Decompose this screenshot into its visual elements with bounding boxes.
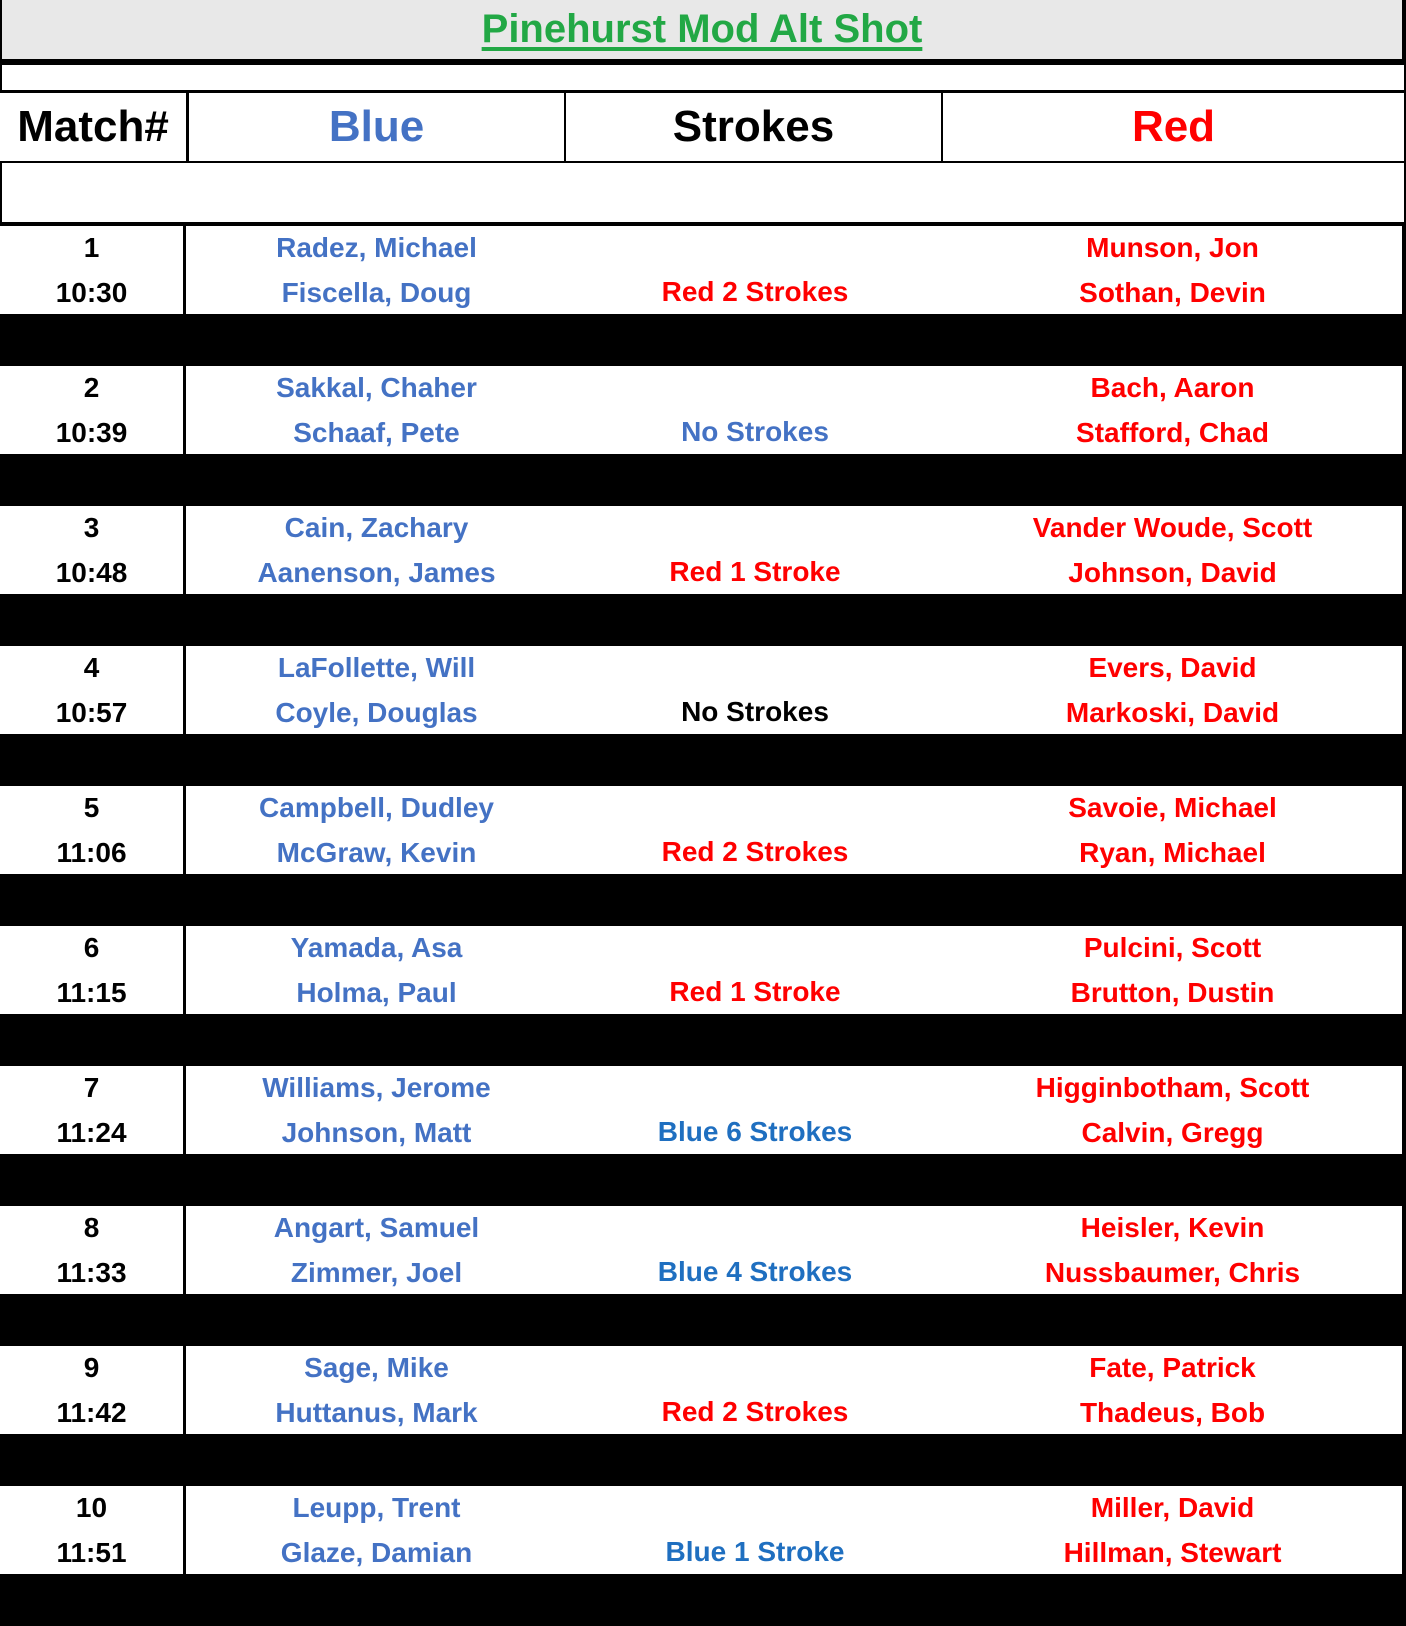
red-player-2: Stafford, Chad xyxy=(1076,417,1269,448)
red-team-cell xyxy=(943,646,1404,734)
blue-player-1: Cain, Zachary xyxy=(284,512,469,543)
match-number: 7 xyxy=(83,1072,100,1103)
blue-player-1: Campbell, Dudley xyxy=(259,792,494,823)
strokes-value: No Strokes xyxy=(681,416,829,447)
tee-time: 10:30 xyxy=(55,277,128,308)
strokes-cell xyxy=(567,786,943,874)
blue-player-2: Zimmer, Joel xyxy=(290,1257,463,1288)
match-number: 9 xyxy=(83,1352,100,1383)
header-match: Match# xyxy=(0,93,186,161)
header-blue: Blue xyxy=(189,93,564,161)
red-player-2: Brutton, Dustin xyxy=(1070,977,1275,1008)
red-team-cell xyxy=(943,366,1404,454)
strokes-value: Blue 1 Stroke xyxy=(665,1536,845,1567)
match-row xyxy=(0,926,1406,1014)
match-number-cell xyxy=(0,1066,186,1154)
match-number: 8 xyxy=(83,1212,100,1243)
strokes-cell xyxy=(567,1486,943,1574)
strokes-value: Blue 6 Strokes xyxy=(657,1116,853,1147)
match-number-cell xyxy=(0,786,186,874)
blue-team-cell xyxy=(186,366,567,454)
tee-time: 10:39 xyxy=(55,417,128,448)
sheet-title: Pinehurst Mod Alt Shot xyxy=(481,7,923,51)
red-player-2: Sothan, Devin xyxy=(1079,277,1266,308)
strokes-cell xyxy=(567,1346,943,1434)
red-player-1: Vander Woude, Scott xyxy=(1032,512,1313,543)
tee-time: 10:57 xyxy=(55,697,128,728)
match-number-cell xyxy=(0,1486,186,1574)
red-team-cell xyxy=(943,226,1404,314)
match-row xyxy=(0,786,1406,874)
red-player-2: Markoski, David xyxy=(1065,697,1280,728)
spacer-row xyxy=(2,65,1404,90)
red-team-cell xyxy=(943,1066,1404,1154)
match-row xyxy=(0,1206,1406,1294)
match-row xyxy=(0,1486,1406,1574)
blue-player-1: LaFollette, Will xyxy=(277,652,476,683)
red-player-1: Fate, Patrick xyxy=(1089,1352,1256,1383)
blue-team-cell xyxy=(186,1346,567,1434)
blue-player-2: Aanenson, James xyxy=(257,557,496,588)
red-player-1: Pulcini, Scott xyxy=(1083,932,1262,963)
blue-player-1: Sakkal, Chaher xyxy=(276,372,477,403)
strokes-cell xyxy=(567,1066,943,1154)
blue-player-2: Fiscella, Doug xyxy=(281,277,472,308)
match-row xyxy=(0,1066,1406,1154)
red-player-2: Ryan, Michael xyxy=(1079,837,1266,868)
blue-player-2: Huttanus, Mark xyxy=(275,1397,478,1428)
match-number: 10 xyxy=(75,1492,108,1523)
tee-time: 11:33 xyxy=(56,1257,127,1288)
blue-player-2: Johnson, Matt xyxy=(281,1117,472,1148)
match-number: 5 xyxy=(83,792,100,823)
blue-player-2: Coyle, Douglas xyxy=(275,697,478,728)
strokes-cell xyxy=(567,1206,943,1294)
red-player-2: Hillman, Stewart xyxy=(1063,1537,1282,1568)
strokes-cell xyxy=(567,926,943,1014)
match-row xyxy=(0,226,1406,314)
match-number: 4 xyxy=(83,652,100,683)
red-player-1: Munson, Jon xyxy=(1086,232,1259,263)
tee-time: 11:15 xyxy=(56,977,127,1008)
blue-player-2: Schaaf, Pete xyxy=(293,417,460,448)
red-player-2: Thadeus, Bob xyxy=(1079,1397,1266,1428)
red-team-cell xyxy=(943,1486,1404,1574)
match-row xyxy=(0,366,1406,454)
red-team-cell xyxy=(943,1346,1404,1434)
red-team-cell xyxy=(943,926,1404,1014)
header-strokes: Strokes xyxy=(566,93,941,161)
blue-player-1: Angart, Samuel xyxy=(273,1212,480,1243)
tee-time: 11:51 xyxy=(56,1537,127,1568)
spacer-row xyxy=(2,163,1404,222)
red-player-2: Calvin, Gregg xyxy=(1081,1117,1264,1148)
header-red: Red xyxy=(943,93,1404,161)
match-number-cell xyxy=(0,646,186,734)
red-player-1: Miller, David xyxy=(1090,1492,1255,1523)
strokes-cell xyxy=(567,506,943,594)
strokes-value: Red 1 Stroke xyxy=(669,976,841,1007)
match-number-cell xyxy=(0,226,186,314)
match-number-cell xyxy=(0,366,186,454)
blue-team-cell xyxy=(186,1066,567,1154)
blue-team-cell xyxy=(186,646,567,734)
match-row xyxy=(0,646,1406,734)
red-player-1: Bach, Aaron xyxy=(1090,372,1255,403)
tee-time: 11:24 xyxy=(56,1117,127,1148)
blue-team-cell xyxy=(186,1486,567,1574)
strokes-value: Red 2 Strokes xyxy=(661,276,849,307)
blue-player-1: Yamada, Asa xyxy=(290,932,463,963)
strokes-value: Red 2 Strokes xyxy=(661,1396,849,1427)
match-number: 6 xyxy=(83,932,100,963)
blue-player-1: Williams, Jerome xyxy=(262,1072,491,1103)
blue-player-1: Leupp, Trent xyxy=(292,1492,461,1523)
red-team-cell xyxy=(943,786,1404,874)
red-player-1: Evers, David xyxy=(1088,652,1257,683)
tee-time: 11:06 xyxy=(56,837,127,868)
blue-team-cell xyxy=(186,506,567,594)
match-number-cell xyxy=(0,1346,186,1434)
strokes-cell xyxy=(567,646,943,734)
match-number-cell xyxy=(0,1206,186,1294)
tee-time: 11:42 xyxy=(56,1397,127,1428)
blue-team-cell xyxy=(186,786,567,874)
blue-player-2: Holma, Paul xyxy=(296,977,457,1008)
red-player-1: Higginbotham, Scott xyxy=(1035,1072,1310,1103)
strokes-cell xyxy=(567,366,943,454)
red-player-2: Nussbaumer, Chris xyxy=(1044,1257,1301,1288)
blue-team-cell xyxy=(186,1206,567,1294)
title-bar xyxy=(0,0,1404,62)
blue-team-cell xyxy=(186,226,567,314)
match-number: 1 xyxy=(83,232,100,263)
match-row xyxy=(0,1346,1406,1434)
red-player-1: Heisler, Kevin xyxy=(1080,1212,1265,1243)
blue-player-2: Glaze, Damian xyxy=(280,1537,473,1568)
blue-player-2: McGraw, Kevin xyxy=(276,837,477,868)
strokes-value: Blue 4 Strokes xyxy=(657,1256,853,1287)
blue-player-1: Sage, Mike xyxy=(304,1352,449,1383)
strokes-cell xyxy=(567,226,943,314)
header-row xyxy=(0,93,1406,161)
match-number: 2 xyxy=(83,372,100,403)
strokes-value: No Strokes xyxy=(681,696,829,727)
blue-team-cell xyxy=(186,926,567,1014)
strokes-value: Red 1 Stroke xyxy=(669,556,841,587)
red-team-cell xyxy=(943,506,1404,594)
match-row xyxy=(0,506,1406,594)
match-number-cell xyxy=(0,506,186,594)
red-player-2: Johnson, David xyxy=(1068,557,1277,588)
red-player-1: Savoie, Michael xyxy=(1068,792,1277,823)
match-number: 3 xyxy=(83,512,100,543)
red-team-cell xyxy=(943,1206,1404,1294)
tee-time: 10:48 xyxy=(55,557,128,588)
match-number-cell xyxy=(0,926,186,1014)
blue-player-1: Radez, Michael xyxy=(276,232,477,263)
strokes-value: Red 2 Strokes xyxy=(661,836,849,867)
